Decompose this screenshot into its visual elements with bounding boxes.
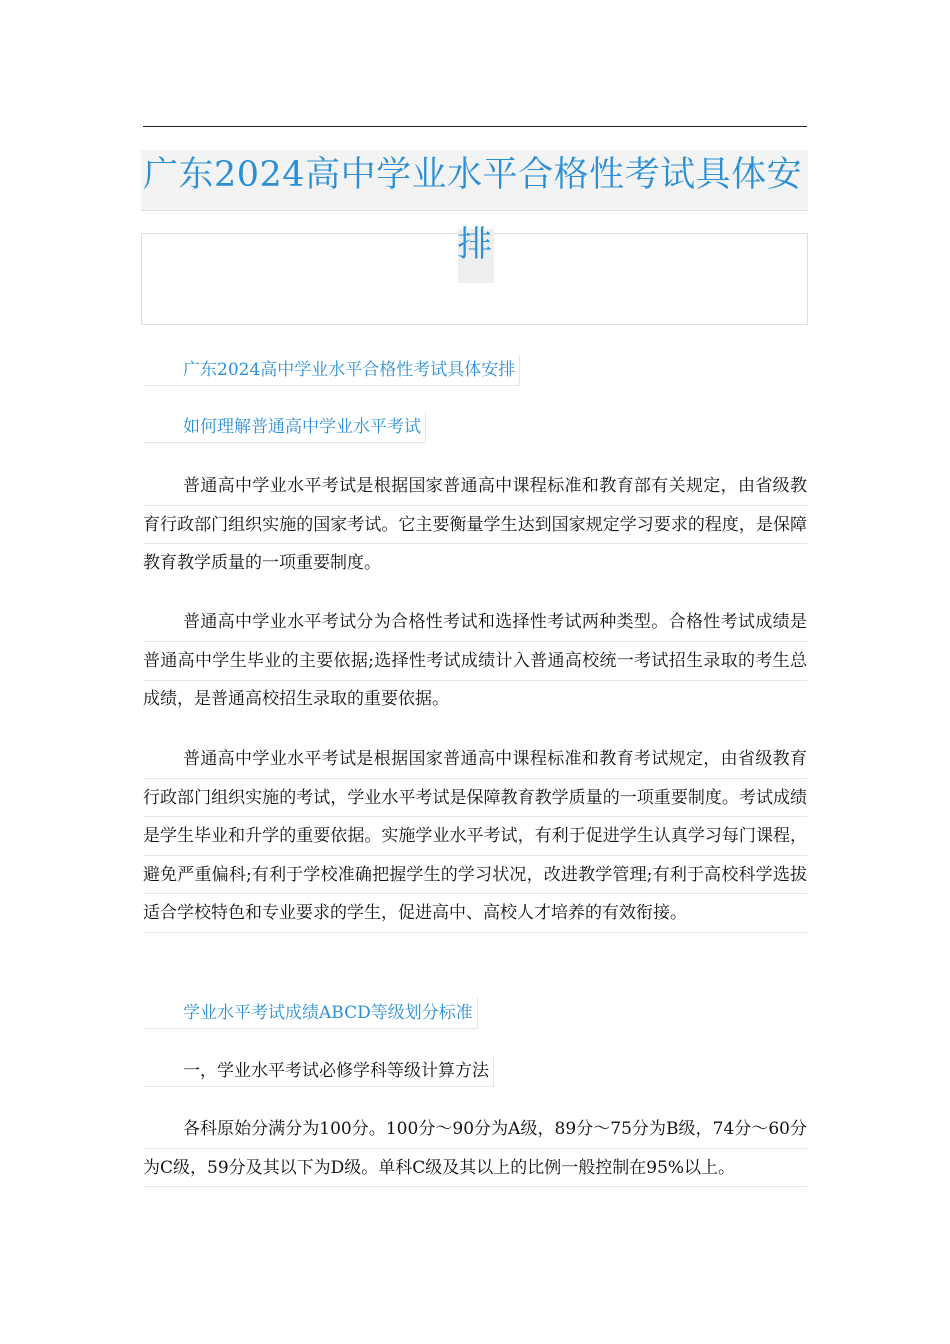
paragraph-purpose: 普通高中学业水平考试是根据国家普通高中课程标准和教育考试规定，由省级教育行政部门组织实施的考试，学业水平考试是保障教育教学质量的一项重要制度。考试成绩是学生毕业和升学的重要依据。实施学业水平考试，有利于促进学生认真学习每门课程，避免严重偏科;有利于学校准确把握学生的学习状况，改进教学管理;有利于高校科学选拔适合学校特色和专业要求的学生，促进高中、高校人才培养的有效衔接。 <box>143 749 807 923</box>
paragraph-grade-scale: 各科原始分满分为100分。100分～90分为A级，89分～75分为B级，74分～60分为C级，59分及其以下为D级。单科C级及其以上的比例一般控制在95%以上。 <box>143 1119 807 1178</box>
top-rule <box>143 126 807 127</box>
section-heading-understanding: 如何理解普通高中学业水平考试 <box>143 412 426 443</box>
paragraph-types: 普通高中学业水平考试分为合格性考试和选择性考试两种类型。合格性考试成绩是普通高中学生毕业的主要依据;选择性考试成绩计入普通高校统一考试招生录取的考生总成绩，是普通高校招生录取的重要依据。 <box>143 612 807 709</box>
page-title-line-2: 排 <box>457 225 493 265</box>
page-title-line-1: 广东2024高中学业水平合格性考试具体安 <box>143 155 803 195</box>
section-heading-grading: 学业水平考试成绩ABCD等级划分标准 <box>143 998 478 1029</box>
section-heading-method: 一，学业水平考试必修学科等级计算方法 <box>143 1056 494 1087</box>
paragraph-definition: 普通高中学业水平考试是根据国家普通高中课程标准和教育部有关规定，由省级教育行政部门组织实施的国家考试。它主要衡量学生达到国家规定学习要求的程度，是保障教育教学质量的一项重要制度。 <box>143 476 807 573</box>
section-heading-main: 广东2024高中学业水平合格性考试具体安排 <box>143 355 520 386</box>
